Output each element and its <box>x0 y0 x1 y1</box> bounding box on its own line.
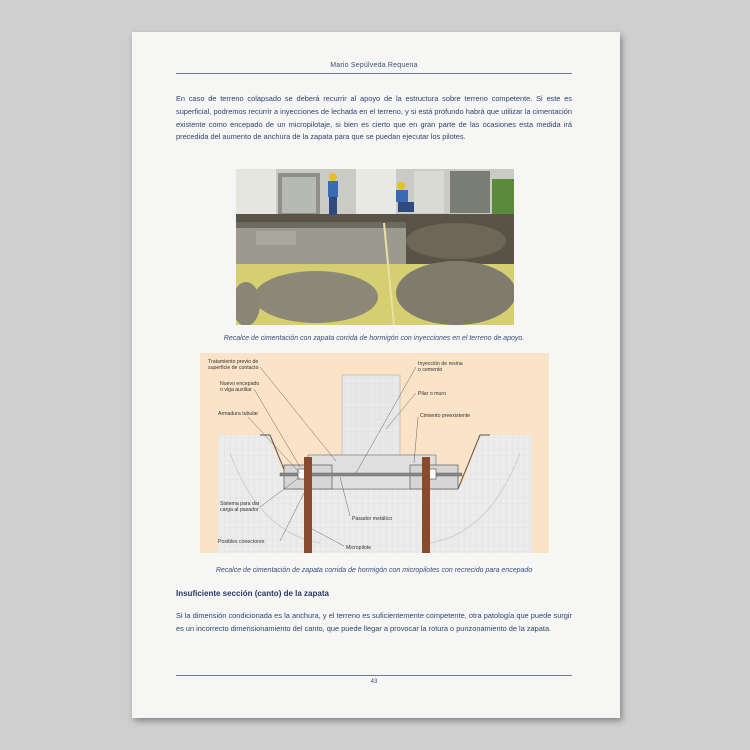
caption-photo: Recalce de cimentación con zapata corrida de hormigón con inyecciones en el terreno de apoyo. <box>223 335 525 342</box>
label-tratamiento-1: Tratamiento previo de <box>208 359 259 365</box>
label-conectores: Posibles conectores <box>218 539 265 545</box>
label-sistema-1: Sistema para dar <box>220 501 260 507</box>
foundation-photo <box>236 169 514 325</box>
label-tratamiento-2: superficie de contacto <box>208 365 259 371</box>
label-inyeccion-1: Inyección de resina <box>418 361 463 367</box>
paragraph-1: En caso de terreno colapsado se deberá recurrir al apoyo de la estructura sobre terreno competente. Si este es superficial, podremos recurrir a inyecciones de lechada en el terreno, y si está profundo habrá que utilizar la cimentación existente como encepado de un micropilotaje, si bien es cierto que en gran parte de las ocasiones esta medida irá precedida del aumento de anchura de la zapata para que se puedan ejecutar los pilotes. <box>176 94 572 142</box>
label-encepado-2: o viga auxiliar <box>220 387 252 393</box>
paragraph-2: Si la dimensión condicionada es la anchura, y el terreno es suficientemente competente, otra patología que puede surgir es un incorrecto dimensionamiento del canto, que puede llegar a provocar la rotura o punzonamiento de la zapata. <box>176 611 572 633</box>
caption-diagram: Recalce de cimentación de zapata corrida de hormigón con micropilotes con recrecido para encepado <box>215 567 533 574</box>
section-heading: Insuficiente sección (canto) de la zapata <box>176 589 329 598</box>
label-micropilote: Micropilote <box>346 545 372 551</box>
document-page <box>132 32 620 718</box>
running-header: Mario Sepúlveda Requena <box>330 62 418 69</box>
micropile-diagram <box>200 353 549 553</box>
label-inyeccion-2: o cemento <box>418 367 443 373</box>
header-rule <box>176 73 572 74</box>
label-armadura: Armadura tubular <box>218 411 259 417</box>
label-sistema-2: carga al pasador <box>220 507 259 513</box>
label-pasador: Pasador metálico <box>352 516 393 522</box>
label-encepado-1: Nuevo encepado <box>220 381 260 387</box>
label-pilar: Pilar o muro <box>418 391 446 397</box>
label-cimiento: Cimiento preexistente <box>420 413 471 419</box>
page-number: 43 <box>370 679 378 685</box>
footer-rule <box>176 675 572 676</box>
